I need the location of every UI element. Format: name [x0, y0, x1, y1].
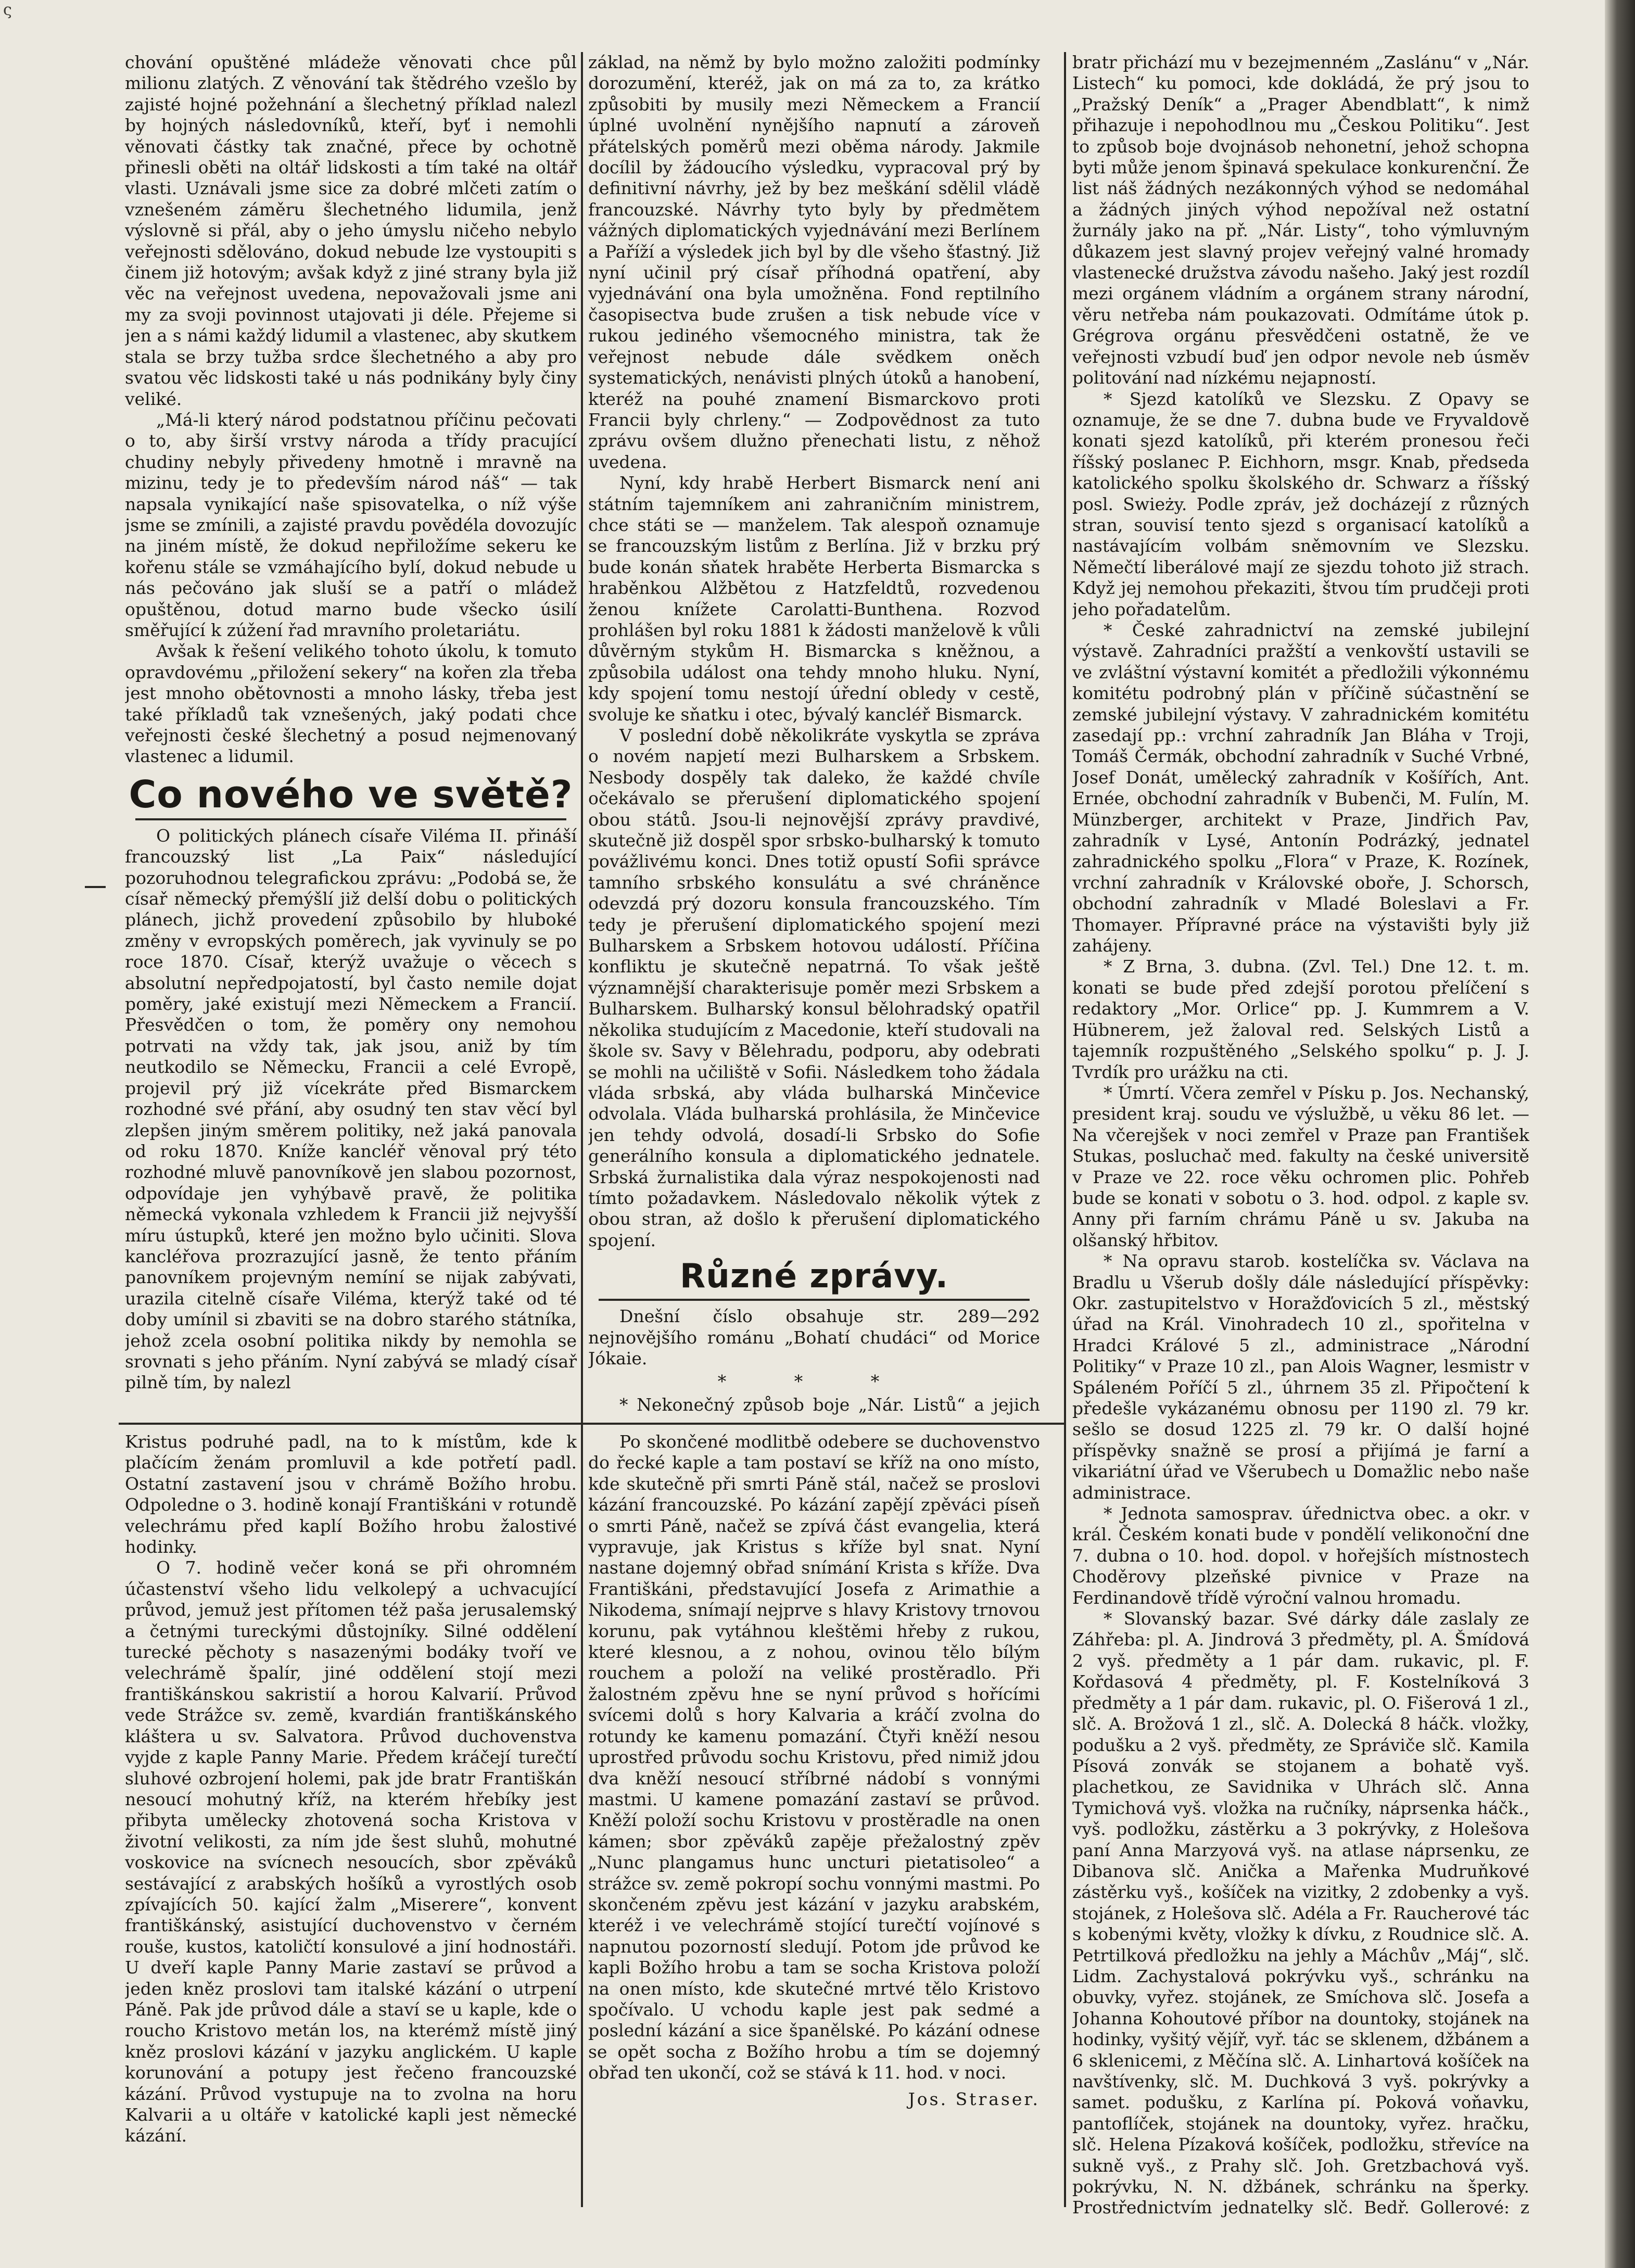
various-paragraph-1: Dnešní číslo obsahuje str. 289—292 nejnovějšího románu „Bohatí chudáci“ od Morice Jókaie. — [588, 1306, 1040, 1369]
left-column-bottom — [125, 1431, 577, 2202]
left-bottom-paragraph-2: O 7. hodině večer koná se při ohromném účastenství všeho lidu velkolepý a uchvacující průvod, jemuž jest přítomen též paša jerusalemský a četnými tureckými důstojníky. Silné oddělení turecké pěchoty s nasazenými bodáky tvoří ve velechrámě špalír, jiné oddělení stojí mezi františkánskou sakristií a horou Kalvarií. Průvod vede Strážce sv. země, kvardián františkánského kláštera u sv. Salvatora. Průvod duchovenstva vyjde z kaple Panny Marie. Předem kráčejí turečtí sluhové ozbrojení holemi, pak jde bratr Františkán nesoucí mohutný kříž, na kterém hřebíky jest přibyta umělecky zhotovená socha Kristova v životní velikosti, za ním jde šest sluhů, mohutné voskovice na svícnech nesoucích, sbor zpěváků sestávající z arabských hošíků a vyrostlých osob zpívajících 50. kající žalm „Miserere“, konvent františkánský, asistující duchovenstvo v černém rouše, kustos, katoličtí konsulové a jiní hodnostáři. U dveří kaple Panny Marie zastaví se průvod a jeden kněz proslovi tam italské kázání o utrpení Páně. Pak jde průvod dále a staví se u kaple, kde o roucho Kristovo metán los, na kterémž místě jiný kněz proslovi kázání v jazyku anglickém. U kaple korunování a potupy jest řečeno francouzské kázání. Průvod vystupuje na to zvolna na horu Kalvarii a u oltáře v katolické kapli jest německé kázání. — [125, 1557, 577, 2146]
author-signature: Jos. Straser. — [908, 2088, 1040, 2109]
left-paragraph-1: chování opuštěné mládeže věnovati chce půl milionu zlatých. Z věnování tak štědrého vzešlo by zajisté hojné požehnání a šlechetný příklad nalezl by hojných následovníků, kteří, byť i nemohli věnovati částky tak značné, přece by ochotně přinesli oběti na oltář lidskosti a tím také na oltář vlasti. Uznávali jsme sice za dobré mlčeti zatím o vznešeném záměru šlechetného lidumila, jenž výslovně si přál, aby o jeho úmyslu ničeho nebylo veřejnosti sdělováno, dokud nebude lze vystoupiti s činem již hotovým; avšak když z jiné strany byla již věc na veřejnost uvedena, nepovažovali jsme ani my za svoji povinnost utajovati ji déle. Přejeme si jen a s námi každý lidumil a vlastenec, aby skutkem stala se brzy tužba srdce šlechetného a aby pro svatou věc lidskosti také u nás podnikány byly činy veliké. — [125, 52, 577, 409]
right-paragraph-7: * Jednota samosprav. úřednictva obec. a okr. v král. Českém konati bude v pondělí velikonoční dne 7. dubna o 10. hod. dopol. v hořejších místnostech Choděrovy plzeňské pivnice v Praze na Ferdinandově třídě výroční valnou hromadu. — [1072, 1503, 1529, 1608]
margin-tick — [85, 886, 106, 888]
left-paragraph-3: Avšak k řešení velikého tohoto úkolu, k tomuto opravdovému „přiložení sekery“ na kořen zla třeba jest mnoho obětovnosti a mnoho lásky, třeba jest také příkladů tak vznešených, jaký podati chce veřejnosti české šlechetný a posud nejmenovaný vlastenec a lidumil. — [125, 641, 577, 767]
corner-mark: ς — [3, 1, 12, 19]
right-paragraph-3: * České zahradnictví na zemské jubilejní výstavě. Zahradníci pražští a venkovští ustavili se ve zvláštní výstavní komitét a předložili výkonnému komitétu podrobný plán v příčině súčastnění se zemské jubilejní výstavy. V zahradnickém komitétu zasedají pp.: vrchní zahradník Jan Bláha v Troji, Tomáš Čermák, obchodní zahradník v Suché Vrbné, Josef Donát, umělecký zahradník v Košířích, Ant. Ernée, obchodní zahradník v Bubenči, M. Fulín, M. Münzberger, architekt v Praze, Jindřich Pav, zahradník v Lysé, Antonín Podrázký, jednatel zahradnického spolku „Flora“ v Praze, K. Rozínek, vrchní zahradník v Královské oboře, J. Schorsch, obchodní zahradník v Mladé Boleslavi a Fr. Thomayer. Přípravné práce na výstavišti byly již zahájeny. — [1072, 619, 1529, 956]
left-paragraph-2: „Má-li který národ podstatnou příčinu pečovati o to, aby širší vrstvy národa a třídy pracující chudiny nebyly přivedeny hmotně i mravně na mizinu, tedy je to především národ náš“ — tak napsala vynikající naše spisovatelka, o níž výše jsme se zmínili, a zajisté pravdu povědéla dovozujíc na jiném místě, že dokud nepřiložíme sekeru ke kořenu stále se vzmáhajícího bylí, dokud nebude u nás pečováno jak sluší se a patří o mládež opuštěnou, dotud marno bude všecko úsilí směřující k zúžení řad mravního proletariátu. — [125, 409, 577, 640]
column-rule-2 — [1064, 52, 1066, 2207]
various-heading-underline — [599, 1299, 1030, 1301]
news-heading-underline — [135, 818, 566, 820]
right-paragraph-5: * Úmrtí. Včera zemřel v Písku p. Jos. Nechanský, president kraj. soudu ve výslužbě, u věku 86 let. — Na včerejšek v noci zemřel v Praze pan František Stukas, posluchač med. fakulty na české universitě v Praze ve 22. roce věku ochromen plic. Pohřeb bude se konati v sobotu o 3. hod. odpol. z kaple sv. Anny při farním chrámu Páně u sv. Jakuba na olšanský hřbitov. — [1072, 1082, 1529, 1250]
various-paragraph-2: * Nekonečný způsob boje „Nár. Listů“ a jejich — [619, 1394, 1040, 1415]
right-column — [1072, 52, 1529, 2218]
middle-column-bottom — [588, 1431, 1040, 2202]
right-paragraph-8: * Slovanský bazar. Své dárky dále zaslaly ze Záhřeba: pl. A. Jindrová 3 předměty, pl. A. Šmídová 2 vyš. předměty a 1 pár dam. rukavic, pl. F. Kořdasová 4 předměty, pl. F. Kostelníková 3 předměty a 1 pár dam. rukavic, pl. O. Fišerová 1 zl., slč. A. Brožová 1 zl., slč. A. Dolecká 8 háčk. vložky, podušku a 2 vyš. předměty, ze Správiče slč. Kamila Písová zonvák se stojanem a bohatě vyš. plachetkou, ze Savidnika v Uhrách slč. Anna Tymichová vyš. vložka na ručníky, náprsenka háčk., vyš. podložku, zástěrku a 3 pokrývky, z Holešova paní Anna Marzyová vyš. na atlase náprsenku, ze Dibanova slč. Anička a Mařenka Mudruňkové zástěrku vyš., košíček na vizitky, 2 zdobenky a vyš. stojánek, z Holešova slč. Adéla a Fr. Raucherové tác s kobenými květy, vložky k dívku, z Roudnice slč. A. Petrtilková předložku na jehly a Máchův „Máj“, slč. Lidm. Zachystalová pokrývku vyš., schránku na obuvky, vyřez. stojánek, ze Smíchova slč. Josefa a Johanna Kohoutové příbor na dountoky, stojánek na hodinky, vyšitý vějíř, vyř. tác se sklenem, džbánem a 6 sklenicemi, z Měčína slč. A. Linhartová košíček na navštívenky, slč. M. Duchková 3 vyš. pokrývky a samet. podušku, z Karlína pí. Poková voňavku, pantoflíček, stojánek na dountoky, vyřez. hračku, slč. Helena Pízaková košíček, podložku, střevíce na sukně vyš., z Prahy slč. Joh. Gretzbachová vyš. pokrývku, N. N. džbánek, schránku na šperky. Prostřednictvím jednatelky slč. Bedř. Gollerové: z — [1072, 1608, 1529, 2218]
various-heading: Různé zprávy. — [679, 1257, 949, 1296]
news-heading: Co nového ve světě? — [129, 772, 573, 816]
column-rule-1 — [581, 52, 583, 2207]
mid-bottom-paragraph-1: Po skončené modlitbě odebere se duchovenstvo do řecké kaple a tam postaví se kříž na ono místo, kde skutečně při smrti Páně stál, načež se proslovi kázání francouzské. Po kázání zapějí zpěváci píseň o smrti Páně, načež se zpívá část evangelia, která vypravuje, jak Kristus s kříže byl snat. Nyní nastane dojemný obřad snímání Krista s kříže. Dva Františkáni, představující Josefa z Arimathie a Nikodema, snímají nejprve s hlavy Kristovy trnovou korunu, pak vytáhnou kleštěmi hřeby z rukou, které klesnou, a z nohou, ovinou tělo bílým rouchem a položí na veliké prostěradlo. Při žalostném zpěvu hne se nyní průvod s hořícími svícemi dolů s hory Kalvaria a kráčí zvolna do rotundy ke kamenu pomazání. Čtyři kněží nesou uprostřed průvodu sochu Kristovu, před nimiž jdou dva kněží nesoucí stříbrné nádobí s vonnými mastmi. U kamene pomazání zastaví se průvod. Kněží položí sochu Kristovu v prostěradle na onen kámen; sbor zpěváků zapěje přežalostný zpěv „Nunc plangamus hunc uncturi pietatisoleo“ a strážce sv. země pokropí sochu vonnými mastmi. Po skončeném zpěvu jest kázání v jazyku arabském, kteréž i ve velechrámě stojící turečtí vojínové s napnutou pozorností sledují. Potom jde průvod ke kapli Božího hrobu a tam se socha Kristova položí na onen místo, kde skutečné mrtvé tělo Kristovo spočívalo. U vchodu kaple jest pak sedmé a poslední kázání a sice španělské. Po kázání odnese se opět socha z Božího hrobu a tím se dojemný obřad ten ukončí, což se stává k 11. hod. v noci. — [588, 1431, 1040, 2083]
left-column-top — [125, 52, 577, 1416]
mid-paragraph-1: základ, na němž by bylo možno založiti podmínky dorozumění, kteréž, jak on má za to, za krátko způsobiti by musily mezi Německem a Francií úplné uvolnění nynějšího napnutí a zároveň přátelských poměrů mezi oběma národy. Jakmile docílil by žádoucího výsledku, vypracoval prý by definitivní návrhy, jež by bez meškání sdělil vládě francouzské. Návrhy tyto byly by předmětem vážných diplomatických vyjednávání mezi Berlínem a Paříží a výsledek jich byl by dle všeho šťastný. Již nyní učinil prý císař příhodná opatření, aby vyjednávání ona byla umožněna. Fond reptilního časopisectva bude zrušen a tisk nebude více v rukou jediného všemocného ministra, tak že veřejnost nebude dále svědkem oněch systematických, nenávisti plných útoků a hanobení, kteréž na pouhé znamení Bismarckovo proti Francii byly chrleny.“ — Zodpovědnost za tuto zprávu ovšem dlužno přenechati listu, z něhož uvedena. — [588, 52, 1040, 472]
right-paragraph-1: bratr přichází mu v bezejmenném „Zaslánu“ v „Nár. Listech“ ku pomoci, kde dokládá, že prý jsou to „Pražský Deník“ a „Prager Abendblatt“, k nimž přihazuje i nepohodlnou mu „Českou Politiku“. Jest to způsob boje dvojnásob nehonetní, jehož schopna byti může jenom špinavá spekulace konkurenční. Že list náš žádných nezákonných výhod se nedomáhal a žádných jiných výhod nepožíval než ostatní žurnály jako na př. „Nár. Listy“, toho výmluvným důkazem jest slavný projev veřejný valné hromady vlastenecké družstva závodu našeho. Jaký jest rozdíl mezi orgánem vládním a orgánem strany národní, věru netřeba nám poukazovati. Odmítáme útok p. Grégrova orgánu přesvědčeni ostatně, že ve veřejnosti vzbudí buď jen odpor nevole neb úsměv politování nad nízkému nejapností. — [1072, 52, 1529, 388]
mid-paragraph-3: V poslední době několikráte vyskytla se zpráva o novém napjetí mezi Bulharskem a Srbskem. Nesbody dospěly tak daleko, že každé chvíle očekávalo se přerušení diplomatického spojení obou států. Jsou-li nejnovější zprávy pravdivé, skutečně již dospěl spor srbsko-bulharský k tomuto povážlivému konci. Dnes totiž opustí Sofii správce tamního srbského konsulátu a své chráněnce odevzdá prý dozoru konsula francouzského. Tím tedy je přerušení diplomatického spojení mezi Bulharskem a Srbskem hotovou událostí. Příčina konfliktu je skutečně nepatrná. To však ještě významnější charakterisuje poměr mezi Srbskem a Bulharskem. Bulharský konsul bělohradský opatřil několika studujícím z Macedonie, kteří studovali na škole sv. Savy v Bělehradu, podporu, aby odebrati se mohli na učiliště v Sofii. Následkem toho žádala vláda srbská, aby vláda bulharská Minčevice odvolala. Vláda bulharská prohlásila, že Minčevice jen tehdy odvolá, dosadí-li Srbsko do Sofie generálního konsula a diplomatického jednatele. Srbská žurnalistika dala výraz nespokojenosti nad tímto požadavkem. Následovalo několik výtek z obou stran, až došlo k přerušení diplomatického spojení. — [588, 725, 1040, 1250]
middle-column-top — [588, 52, 1040, 1416]
mid-paragraph-2: Nyní, kdy hrabě Herbert Bismarck není ani státním tajemníkem ani zahraničním ministrem, chce státi se — manželem. Tak alespoň oznamuje se francouzským listům z Berlína. Již v brzku prý bude konán sňatek hraběte Herberta Bismarcka s hraběnkou Alžbětou z Hatzfeldtů, rozvedenou ženou knížete Carolatti-Bunthena. Rozvod prohlášen byl roku 1881 k žádosti manželově k vůli důvěrným stykům H. Bismarcka s kněžnou, a způsobila událost ona tehdy mnoho hluku. Nyní, kdy spojení tomu nestojí úřední obledy v cestě, svoluje ke sňatku i otec, bývalý kancléř Bismarck. — [588, 473, 1040, 725]
right-paragraph-4: * Z Brna, 3. dubna. (Zvl. Tel.) Dne 12. t. m. konati se bude před zdejší porotou přelíčení s redaktory „Mor. Orlice“ pp. J. Kummrem a V. Hübnerem, jež žaloval red. Selských Listů a tajemník rozpuštěného „Selského spolku“ p. J. J. Tvrdík pro urážku na cti. — [1072, 956, 1529, 1082]
left-bottom-paragraph-1: Kristus podruhé padl, na to k místům, kde k plačícím ženám promluvil a kde potřetí padl. Ostatní zastavení jsou v chrámě Božího hrobu. Odpoledne o 3. hodině konají Františkáni v rotundě velechrámu před kaplí Božího hrobu žalostivé hodinky. — [125, 1431, 577, 1557]
right-paragraph-2: * Sjezd katolíků ve Slezsku. Z Opavy se oznamuje, že se dne 7. dubna bude ve Fryvaldově konati sjezd katolíků, při kterém pronesou řeči říšský poslanec P. Eichhorn, msgr. Knab, předseda katolického spolku školského dr. Schwarz a říšský posl. Swieży. Podle zpráv, jež docházejí z různých stran, souvisí tento sjezd s organisací katolíků a nastávajícím volbám sněmovním ve Slezsku. Němečtí liberálové mají ze sjezdu tohoto již strach. Když jej nemohou překaziti, štvou tím prudčeji proti jeho pořadatelům. — [1072, 388, 1529, 619]
right-paragraph-6: * Na opravu starob. kostelíčka sv. Václava na Bradlu u Všerub došly dále následující příspěvky: Okr. zastupitelstvo v Horažďovicích 5 zl., městský úřad na Král. Vinohradech 10 zl., spořitelna v Hradci Králové 5 zl., administrace „Národní Politiky“ v Praze 10 zl., pan Alois Wagner, lesmistr v Spáleném Poříčí 5 zl., úhrnem 35 zl. Připočtení k předešle vykázanému obnosu per 1190 zl. 79 kr. sešlo se dosud 1225 zl. 79 kr. O další hojné příspěvky snažně se prosí a přijímá je farní a vikariátní úřad ve Všerubech u Domažlic nebo naše administrace. — [1072, 1251, 1529, 1503]
stars-separator: * * * — [717, 1371, 911, 1392]
scan-dark-edge — [1605, 0, 1635, 2268]
section-divider — [119, 1423, 1065, 1425]
news-paragraph-1: O politických plánech císaře Viléma II. přináší francouzský list „La Paix“ následující pozoruhodnou telegrafickou zprávu: „Podobá se, že císař německý přemýšlí již delší dobu o politických plánech, jichž provedení způsobilo by hluboké změny v evropských poměrech, jak vyvinuly se po roce 1870. Císař, kterýž uvažuje o věcech s absolutní nepředpojatostí, byl často nemile dojat poměry, jaké existují mezi Německem a Francií. Přesvědčen o tom, že poměry ony nemohou potrvati na vždy tak, jak jsou, aniž by tím neutkodilo se Německu, Francii a celé Evropě, projevil prý již vícekráte před Bismarckem rozhodné své přání, aby osudný ten stav věcí byl zlepšen jiným směrem politiky, než jaká panovala od roku 1870. Kníže kancléř věnoval prý této rozhodné mluvě panovníkově jen slabou pozornost, odpovídaje jen vyhýbavě pravě, že politika německá vykonala vzhledem k Francii již nejvyšší míru ústupků, které jen možno bylo učiniti. Slova kancléřova prozrazující jasně, že tento přáním panovníkem projevným nemíní se nijak zabývati, urazila citelně císaře Viléma, kterýž také od té doby umínil si zbaviti se na dobro starého státníka, jehož zcela osobní politika nikdy by nemohla se srovnati s jeho přáním. Nyní zabývá se mladý císař pilně tím, by nalezl — [125, 825, 577, 1393]
